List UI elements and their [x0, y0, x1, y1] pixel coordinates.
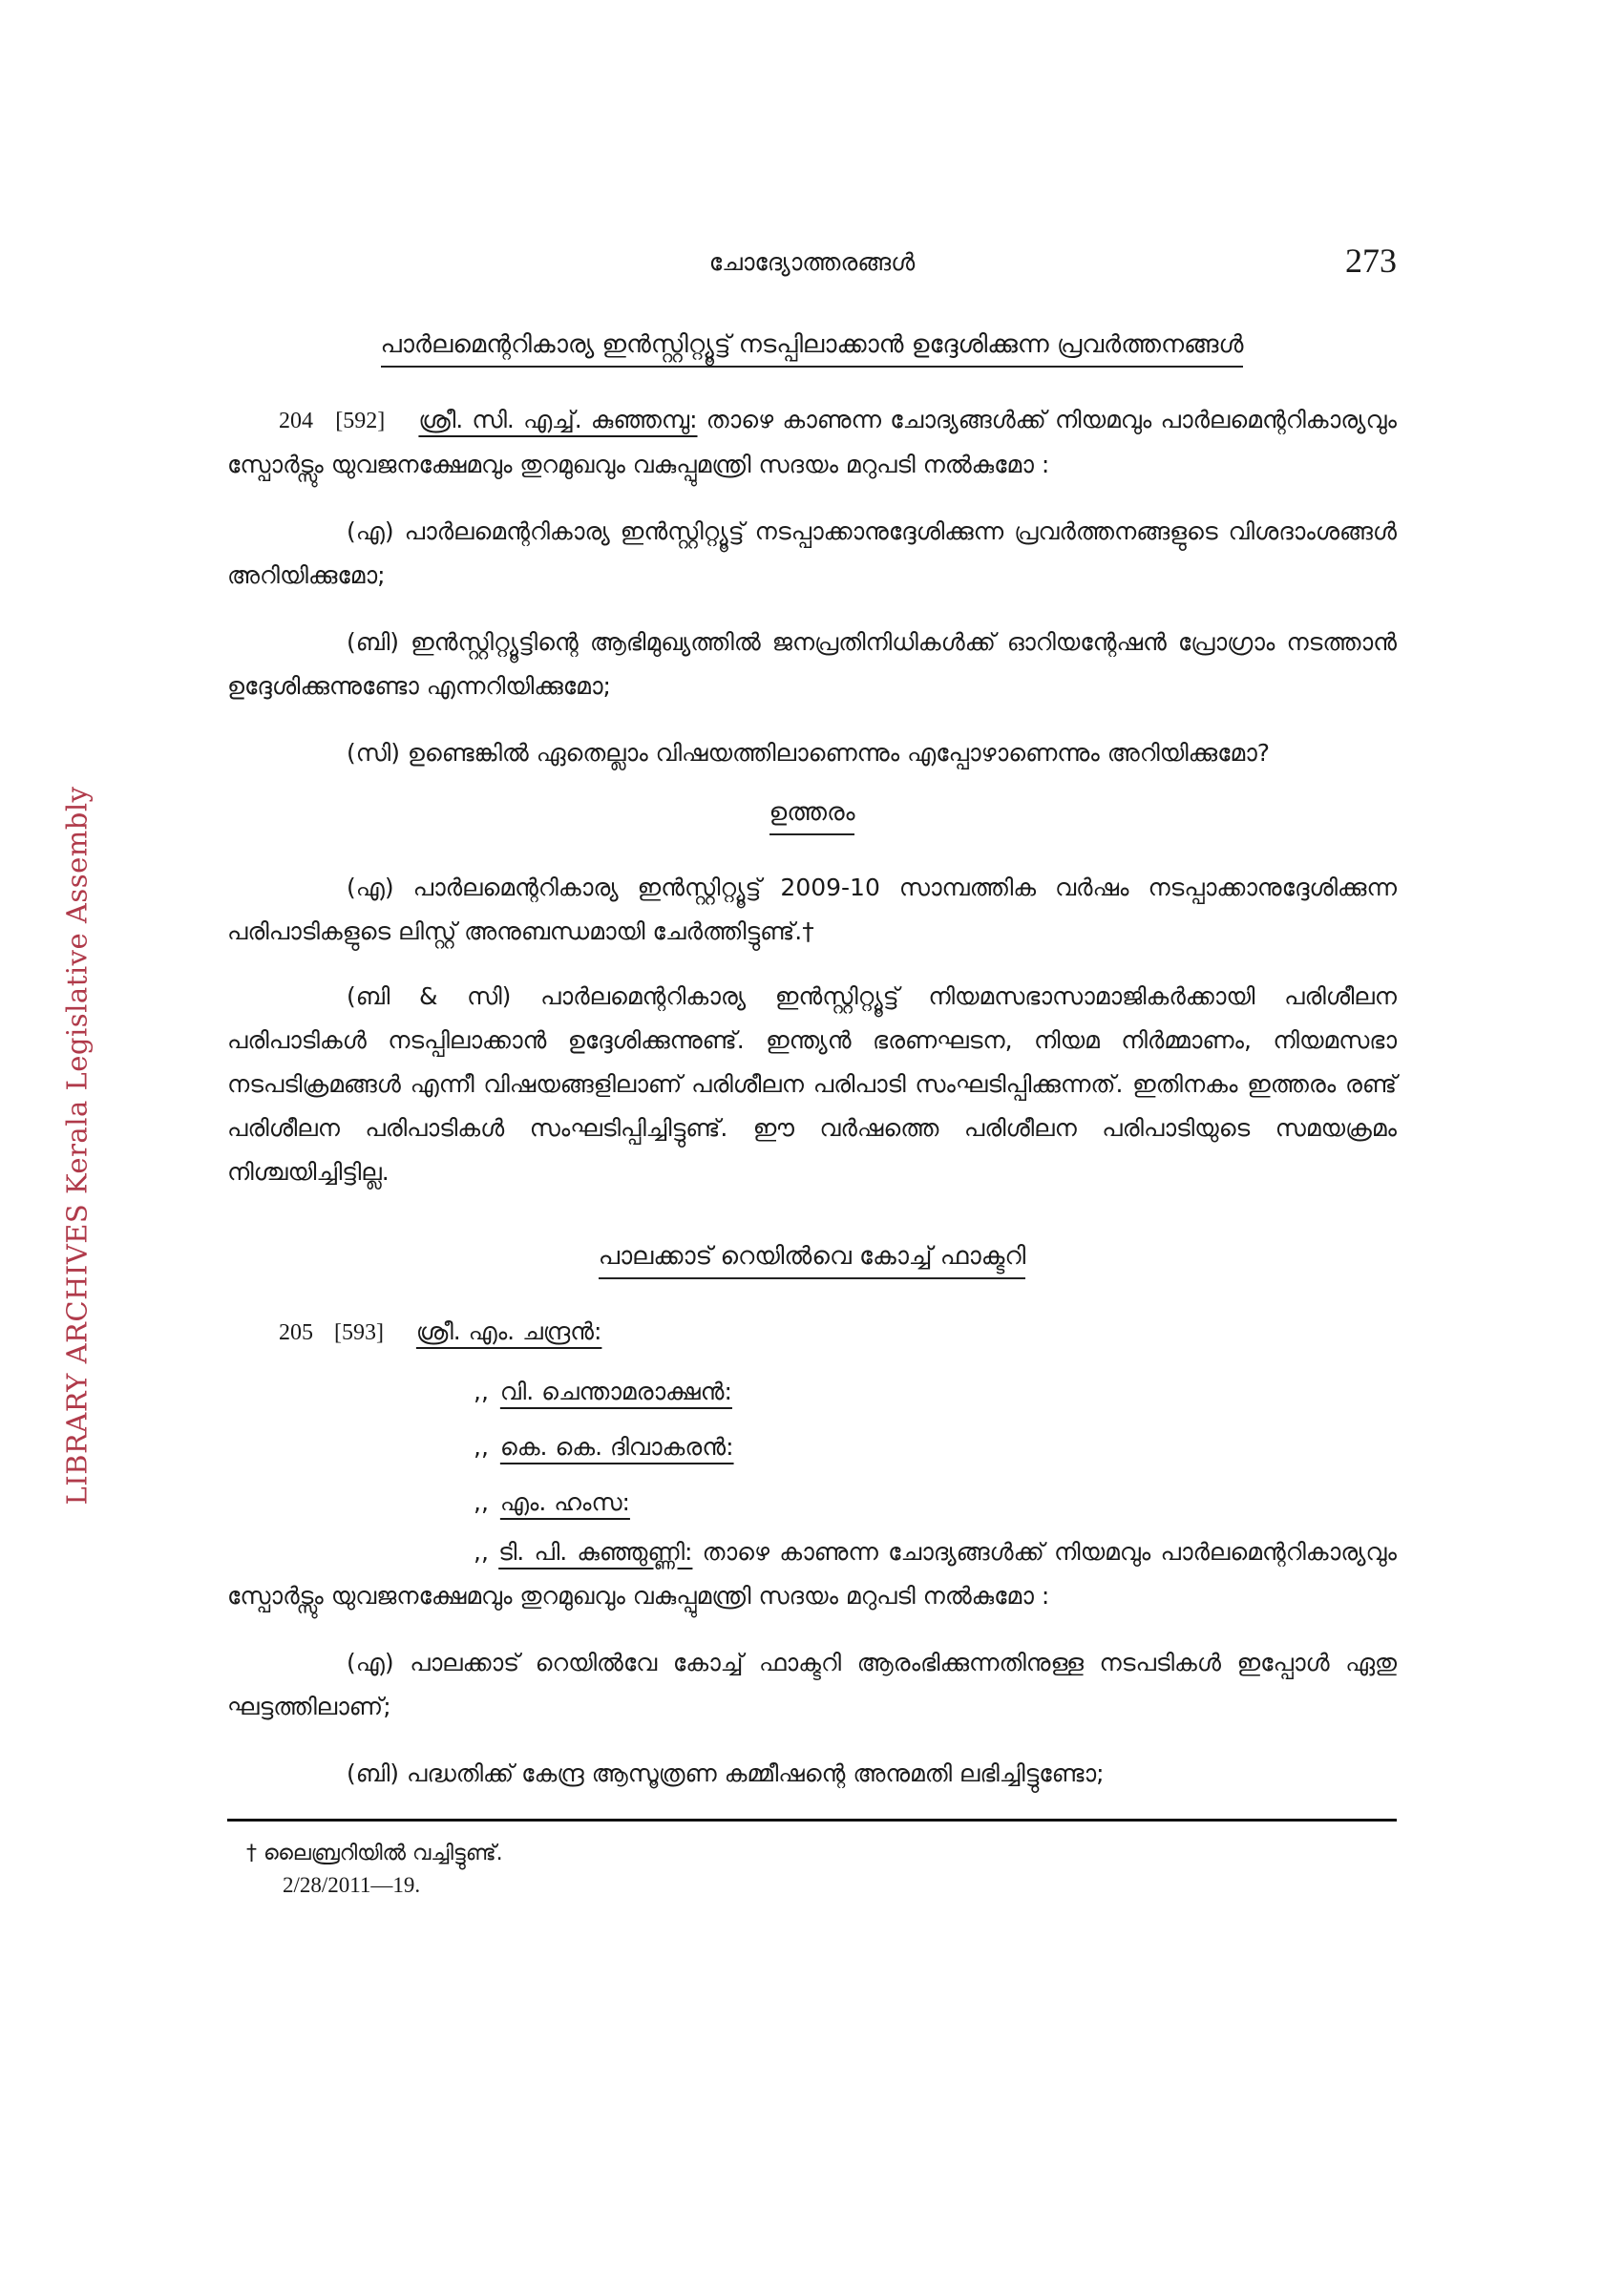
archive-watermark: LIBRARY ARCHIVES Kerala Legislative Assembly — [60, 786, 93, 1506]
running-header — [227, 242, 1397, 302]
member-list — [227, 1364, 1397, 1530]
document-page — [227, 242, 1397, 1898]
answer-paragraph: (ബി & സി) പാർലമെന്ററികാര്യ ഇൻസ്റ്റിറ്റ്യൂട്ട് നിയമസഭാസാമാജികർക്കായി പരിശീലന പരിപാടികൾ നടപ്പിലാക്കാൻ ഉദ്ദേശിക്കുന്നുണ്ട്. ഇന്ത്യൻ ഭരണഘടന, നിയമ നിർമ്മാണം, നിയമസഭാ നടപടിക്രമങ്ങൾ എന്നീ വിഷയങ്ങളിലാണ് പരിശീലന പരിപാടി സംഘടിപ്പിക്കുന്നത്. ഇതിനകം ഇത്തരം രണ്ട് പരിശീലന പരിപാടികൾ സംഘടിപ്പിച്ചിട്ടുണ്ട്. ഈ വർഷത്തെ പരിശീലന പരിപാടിയുടെ സമയക്രമം നിശ്ചയിച്ചിട്ടില്ല. — [227, 982, 1397, 1186]
question-heading: പാർലമെന്ററികാര്യ ഇൻസ്റ്റിറ്റ്യൂട്ട് നടപ്പിലാക്കാൻ ഉദ്ദേശിക്കുന്ന പ്രവർത്തനങ്ങൾ — [227, 330, 1397, 368]
footnote-divider — [227, 1819, 1397, 1822]
member-line — [227, 1364, 1397, 1420]
question-part: (എ) പാലക്കാട് റെയിൽവേ കോച്ച് ഫാക്ടറി ആരംഭിക്കുന്നതിനുള്ള നടപടികൾ ഇപ്പോൾ ഏതു ഘട്ടത്തിലാണ്; — [227, 1649, 1397, 1720]
question-bracket-number: [592] — [335, 409, 386, 433]
member-name: ശ്രീ. സി. എച്ച്. കുഞ്ഞമ്പു: — [418, 406, 698, 433]
ditto-mark: ,, — [474, 1433, 489, 1461]
question-intro-text: താഴെ കാണുന്ന ചോദ്യങ്ങൾക്ക് നിയമവും പാർലമെന്ററികാര്യവും സ്പോർട്സും യുവജനക്ഷേമവും തുറമുഖവും വകുപ്പുമന്ത്രി സദയം മറുപടി നൽകുമോ : — [227, 406, 1397, 478]
question-heading: പാലക്കാട് റെയിൽവെ കോച്ച് ഫാക്ടറി — [227, 1242, 1397, 1279]
document-code: 2/28/2011—19. — [283, 1873, 421, 1897]
member-line — [227, 1475, 1397, 1530]
member-name: വി. ചെന്താമരാക്ഷൻ: — [499, 1378, 732, 1405]
question-intro — [227, 398, 1397, 487]
question-number: 204 — [279, 409, 313, 433]
member-name: എം. ഹംസ: — [499, 1488, 630, 1516]
page-number: 273 — [1345, 242, 1397, 280]
question-part: (എ) പാർലമെന്ററികാര്യ ഇൻസ്റ്റിറ്റ്യൂട്ട് നടപ്പാക്കാനുദ്ദേശിക്കുന്ന പ്രവർത്തനങ്ങളുടെ വിശദാംശങ്ങൾ അറിയിക്കുമോ; — [227, 517, 1397, 589]
question-intro — [227, 1530, 1397, 1618]
question-bracket-number: [593] — [333, 1320, 384, 1345]
question-first-member — [227, 1310, 1397, 1355]
ditto-mark: ,, — [474, 1378, 489, 1405]
ditto-mark: ,, — [474, 1538, 489, 1566]
question-part: (ബി) ഇൻസ്റ്റിറ്റ്യൂട്ടിന്റെ ആഭിമുഖ്യത്തിൽ ജനപ്രതിനിധികൾക്ക് ഓറിയന്റേഷൻ പ്രോഗ്രാം നടത്താൻ ഉദ്ദേശിക്കുന്നുണ്ടോ എന്നറിയിക്കുമോ; — [227, 628, 1397, 700]
member-name: ശ്രീ. എം. ചന്ദ്രൻ: — [415, 1317, 602, 1345]
member-line — [227, 1420, 1397, 1475]
question-number: 205 — [279, 1320, 313, 1345]
question-intro-text: താഴെ കാണുന്ന ചോദ്യങ്ങൾക്ക് നിയമവും പാർലമെന്ററികാര്യവും സ്പോർട്സും യുവജനക്ഷേമവും തുറമുഖവും വകുപ്പുമന്ത്രി സദയം മറുപടി നൽകുമോ : — [227, 1538, 1397, 1610]
question-part: (ബി) പദ്ധതിക്ക് കേന്ദ്ര ആസൂത്രണ കമ്മീഷന്റെ അനുമതി ലഭിച്ചിട്ടുണ്ടോ; — [347, 1759, 1105, 1787]
member-name: കെ. കെ. ദിവാകരൻ: — [499, 1433, 734, 1461]
ditto-mark: ,, — [474, 1488, 489, 1516]
question-part: (സി) ഉണ്ടെങ്കിൽ ഏതെല്ലാം വിഷയത്തിലാണെന്നും എപ്പോഴാണെന്നും അറിയിക്കുമോ? — [347, 739, 1271, 767]
member-name: ടി. പി. കുഞ്ഞുണ്ണി: — [498, 1538, 693, 1566]
running-title: ചോദ്യോത്തരങ്ങൾ — [708, 248, 916, 276]
answer-paragraph: (എ) പാർലമെന്ററികാര്യ ഇൻസ്റ്റിറ്റ്യൂട്ട് 2009-10 സാമ്പത്തിക വർഷം നടപ്പാക്കാനുദ്ദേശിക്കുന്ന പരിപാടികളുടെ ലിസ്റ്റ് അനുബന്ധമായി ചേർത്തിട്ടുണ്ട്.† — [227, 874, 1397, 945]
footnote: † ലൈബ്രറിയിൽ വച്ചിട്ടുണ്ട്. — [246, 1842, 503, 1865]
answer-heading: ഉത്തരം — [227, 798, 1397, 835]
